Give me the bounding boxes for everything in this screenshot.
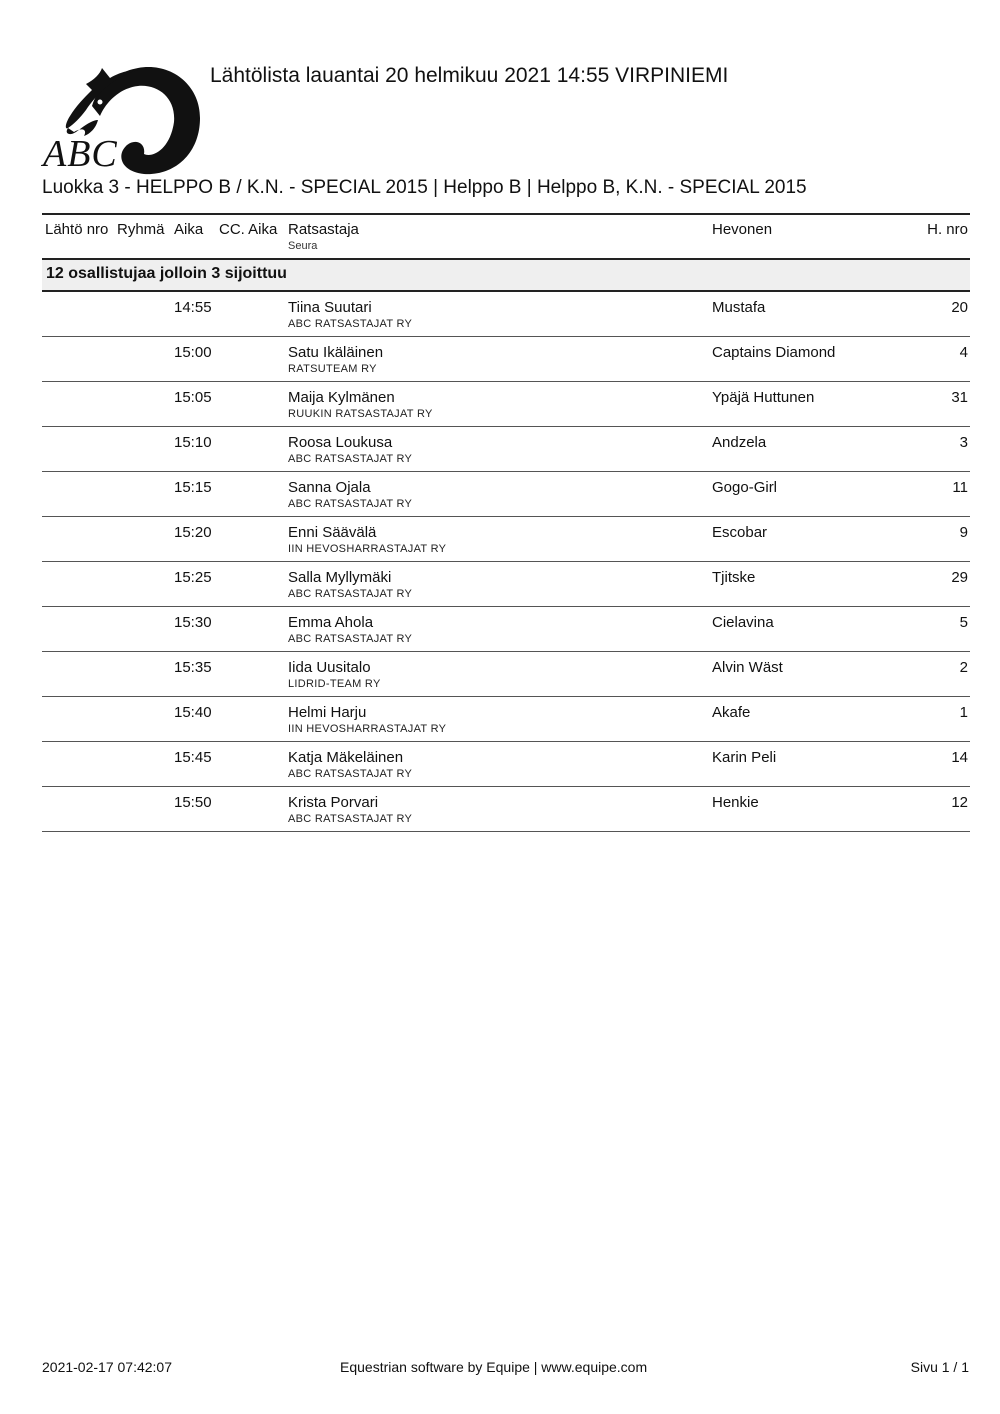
club-name: ABC RATSASTAJAT RY	[288, 498, 413, 510]
club-name: RATSUTEAM RY	[288, 363, 377, 375]
horse-number: 31	[951, 389, 968, 406]
horse-number: 11	[952, 479, 968, 496]
footer-credit: Equestrian software by Equipe | www.equipe.com	[340, 1359, 648, 1375]
divider	[42, 213, 970, 215]
col-header-horse-no: H. nro	[927, 221, 968, 238]
rider-name: Tiina Suutari	[288, 299, 372, 316]
club-name: IIN HEVOSHARRASTAJAT RY	[288, 723, 447, 735]
horse-number: 2	[959, 659, 968, 676]
start-time: 15:50	[174, 794, 212, 811]
col-header-time: Aika	[174, 221, 204, 238]
horse-name: Alvin Wäst	[712, 659, 783, 676]
table-row	[42, 517, 970, 562]
table-row	[42, 562, 970, 607]
col-header-start-no: Lähtö nro	[45, 221, 109, 238]
table-row	[42, 697, 970, 742]
rider-name: Salla Myllymäki	[288, 569, 392, 586]
rider-name: Emma Ahola	[288, 614, 374, 631]
horse-name: Akafe	[712, 704, 751, 721]
table-row	[42, 292, 970, 337]
club-name: ABC RATSASTAJAT RY	[288, 813, 413, 825]
horse-number: 12	[951, 794, 968, 811]
group-header	[42, 260, 970, 290]
start-list	[42, 292, 970, 832]
class-title: Luokka 3 - HELPPO B / K.N. - SPECIAL 2015 | Helppo B | Helppo B, K.N. - SPECIAL 2015	[42, 177, 807, 198]
table-row	[42, 382, 970, 427]
start-time: 15:20	[174, 524, 212, 541]
horse-number: 20	[951, 299, 968, 316]
col-header-group: Ryhmä	[117, 221, 165, 238]
horse-number: 5	[959, 614, 968, 631]
rider-name: Krista Porvari	[288, 794, 379, 811]
rider-name: Roosa Loukusa	[288, 434, 393, 451]
start-time: 15:15	[174, 479, 212, 496]
col-header-cc-time: CC. Aika	[219, 221, 278, 238]
horse-number: 4	[959, 344, 968, 361]
table-header	[42, 216, 970, 258]
club-name: RUUKIN RATSASTAJAT RY	[288, 408, 433, 420]
col-header-horse: Hevonen	[712, 221, 773, 238]
table-row	[42, 337, 970, 382]
start-time: 15:25	[174, 569, 212, 586]
horse-number: 29	[951, 569, 968, 586]
page-title: Lähtölista lauantai 20 helmikuu 2021 14:55 VIRPINIEMI	[210, 64, 729, 87]
club-name: LIDRID-TEAM RY	[288, 678, 381, 690]
logo-text: ABC	[43, 133, 118, 175]
horse-name: Tjitske	[712, 569, 756, 586]
group-label: 12 osallistujaa jolloin 3 sijoittuu	[46, 265, 287, 282]
start-time: 15:40	[174, 704, 212, 721]
table-row	[42, 787, 970, 832]
club-name: ABC RATSASTAJAT RY	[288, 768, 413, 780]
horse-number: 1	[959, 704, 968, 721]
start-time: 15:45	[174, 749, 212, 766]
horse-name: Karin Peli	[712, 749, 777, 766]
club-name: IIN HEVOSHARRASTAJAT RY	[288, 543, 447, 555]
footer-timestamp: 2021-02-17 07:42:07	[42, 1359, 172, 1375]
horse-name: Ypäjä Huttunen	[712, 389, 815, 406]
horse-number: 9	[959, 524, 968, 541]
start-time: 15:05	[174, 389, 212, 406]
start-time: 15:35	[174, 659, 212, 676]
horse-name: Cielavina	[712, 614, 774, 631]
horse-number: 3	[959, 434, 968, 451]
rider-name: Sanna Ojala	[288, 479, 371, 496]
rider-name: Satu Ikäläinen	[288, 344, 384, 361]
footer-page-number: Sivu 1 / 1	[910, 1359, 969, 1375]
start-time: 15:10	[174, 434, 212, 451]
start-time: 15:00	[174, 344, 212, 361]
horse-name: Henkie	[712, 794, 759, 811]
rider-name: Maija Kylmänen	[288, 389, 395, 406]
club-name: ABC RATSASTAJAT RY	[288, 318, 413, 330]
start-time: 14:55	[174, 299, 212, 316]
rider-name: Iida Uusitalo	[288, 659, 371, 676]
horse-name: Andzela	[712, 434, 767, 451]
horse-name: Captains Diamond	[712, 344, 836, 361]
table-row	[42, 742, 970, 787]
col-header-rider: Ratsastaja	[288, 221, 359, 238]
start-time: 15:30	[174, 614, 212, 631]
table-row	[42, 607, 970, 652]
col-header-club: Seura	[288, 240, 318, 252]
horse-name: Gogo-Girl	[712, 479, 778, 496]
rider-name: Helmi Harju	[288, 704, 367, 721]
rider-name: Katja Mäkeläinen	[288, 749, 404, 766]
table-row	[42, 472, 970, 517]
table-row	[42, 427, 970, 472]
club-name: ABC RATSASTAJAT RY	[288, 453, 413, 465]
horse-name: Escobar	[712, 524, 768, 541]
club-name: ABC RATSASTAJAT RY	[288, 633, 413, 645]
horse-name: Mustafa	[712, 299, 766, 316]
table-row	[42, 652, 970, 697]
horse-number: 14	[951, 749, 968, 766]
club-name: ABC RATSASTAJAT RY	[288, 588, 413, 600]
rider-name: Enni Säävälä	[288, 524, 377, 541]
